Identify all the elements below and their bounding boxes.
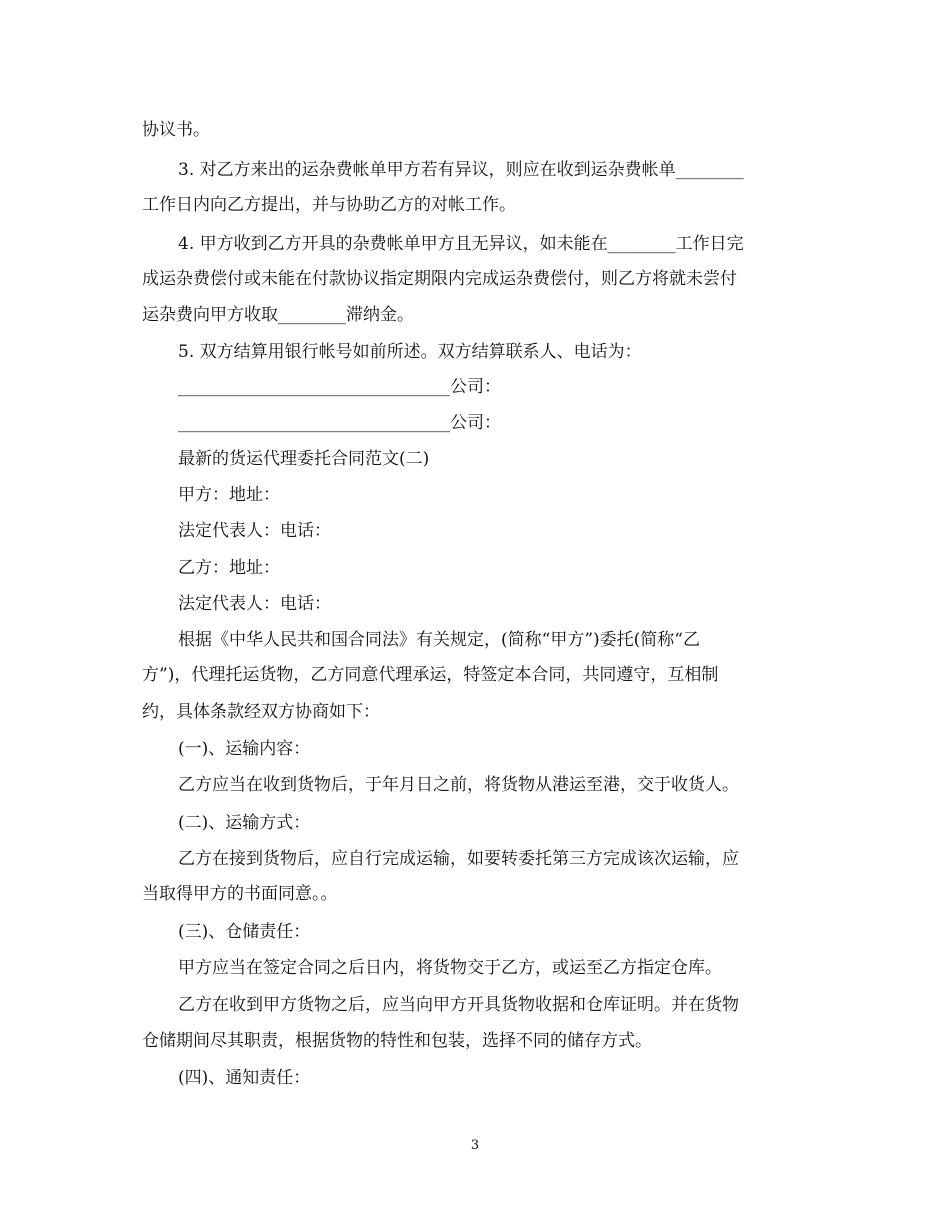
signature-company-line: ________________________________公司： xyxy=(178,413,501,433)
text-line: 法定代表人：电话： xyxy=(178,594,331,614)
text-line: 乙方在接到货物后，应自行完成运输，如要转委托第三方完成该次运输，应 xyxy=(178,849,739,869)
page-number: 3 xyxy=(470,1138,480,1153)
text-line: 协议书。 xyxy=(142,120,210,140)
section-title: 最新的货运代理委托合同范文(二) xyxy=(178,449,430,469)
text-line: 3. 对乙方来出的运杂费帐单甲方若有异议，则应在收到运杂费帐单________ xyxy=(178,160,744,180)
text-line: 当取得甲方的书面同意。。 xyxy=(142,884,338,904)
text-line: 乙方应当在收到货物后，于年月日之前，将货物从港运至港，交于收货人。 xyxy=(178,775,739,795)
clause-heading: (四)、通知责任： xyxy=(178,1068,311,1088)
text-line: 法定代表人：电话： xyxy=(178,521,331,541)
text-line: 乙方：地址： xyxy=(178,558,280,578)
text-line: 仓储期间尽其职责，根据货物的特性和包装，选择不同的储存方式。 xyxy=(142,1031,652,1051)
text-line: 5. 双方结算用银行帐号如前所述。双方结算联系人、电话为： xyxy=(178,342,642,362)
text-line: 4. 甲方收到乙方开具的杂费帐单甲方且无异议，如未能在________工作日完 xyxy=(178,234,744,254)
clause-heading: (三)、仓储责任： xyxy=(178,922,311,942)
text-line: 甲方应当在签定合同之后日内，将货物交于乙方，或运至乙方指定仓库。 xyxy=(178,958,722,978)
text-line: 根据《中华人民共和国合同法》有关规定，(简称“甲方”)委托(简称“乙 xyxy=(178,630,700,650)
clause-heading: (二)、运输方式： xyxy=(178,813,311,833)
text-line: 约，具体条款经双方协商如下： xyxy=(142,702,380,722)
text-line: 乙方在收到甲方货物之后，应当向甲方开具货物收据和仓库证明。并在货物 xyxy=(178,995,739,1015)
text-line: 运杂费向甲方收取________滞纳金。 xyxy=(142,305,414,325)
text-line: 成运杂费偿付或未能在付款协议指定期限内完成运杂费偿付，则乙方将就未尝付 xyxy=(142,269,737,289)
text-line: 方”)，代理托运货物，乙方同意代理承运，特签定本合同，共同遵守，互相制 xyxy=(142,665,719,685)
clause-heading: (一)、运输内容： xyxy=(178,739,311,759)
text-line: 甲方：地址： xyxy=(178,485,280,505)
text-line: 工作日内向乙方提出，并与协助乙方的对帐工作。 xyxy=(142,195,516,215)
signature-company-line: ________________________________公司： xyxy=(178,377,501,397)
